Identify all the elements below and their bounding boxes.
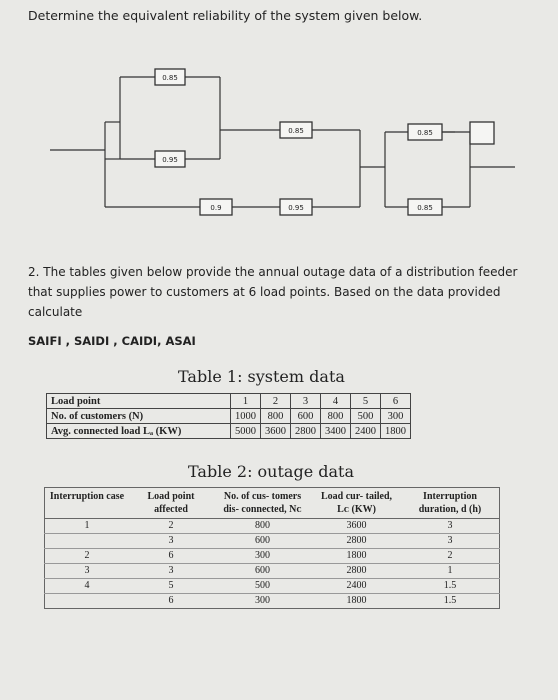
block-label: 0.85 bbox=[417, 129, 433, 137]
system-data-table bbox=[46, 393, 411, 439]
block-label: 0.85 bbox=[417, 204, 433, 212]
table-row: Load point 1 2 3 4 5 6 bbox=[47, 394, 411, 409]
block-label: 0.9 bbox=[210, 204, 222, 212]
block-label: 0.85 bbox=[288, 127, 304, 135]
question-2-text: 2. The tables given below provide the annual outage data of a distribution feeder that supplies power to customers at 6 load points. Based on the data provided calculate bbox=[28, 265, 518, 319]
table-row: 3 3 600 2800 1 bbox=[45, 564, 500, 579]
table-header-row: Interruption case Load point affected No. of cus- tomers dis- connected, Nᴄ Load cur- tailed, Lᴄ (KW) Interruption duration, d (h) bbox=[45, 488, 500, 519]
table-row: 3 600 2800 3 bbox=[45, 534, 500, 549]
table-row: 2 6 300 1800 2 bbox=[45, 549, 500, 564]
table1-caption: Table 1: system data bbox=[178, 367, 345, 386]
table-row: No. of customers (N) 1000 800 600 800 500 300 bbox=[47, 409, 411, 424]
table-row: Avg. connected load Lₐ (KW) 5000 3600 2800 3400 2400 1800 bbox=[47, 424, 411, 439]
block-label: 0.95 bbox=[162, 156, 178, 164]
table-row: 4 5 500 2400 1.5 bbox=[45, 579, 500, 594]
question-1-text: Determine the equivalent reliability of the system given below. bbox=[28, 8, 423, 23]
metrics-list: SAIFI , SAIDI , CAIDI, ASAI bbox=[28, 334, 196, 348]
table2-caption: Table 2: outage data bbox=[188, 462, 354, 481]
reliability-diagram bbox=[40, 62, 520, 232]
block-label: 0.85 bbox=[162, 74, 178, 82]
outage-data-table bbox=[44, 487, 500, 609]
table-row: 6 300 1800 1.5 bbox=[45, 594, 500, 609]
block-label: 0.95 bbox=[288, 204, 304, 212]
table-row: 1 2 800 3600 3 bbox=[45, 519, 500, 534]
